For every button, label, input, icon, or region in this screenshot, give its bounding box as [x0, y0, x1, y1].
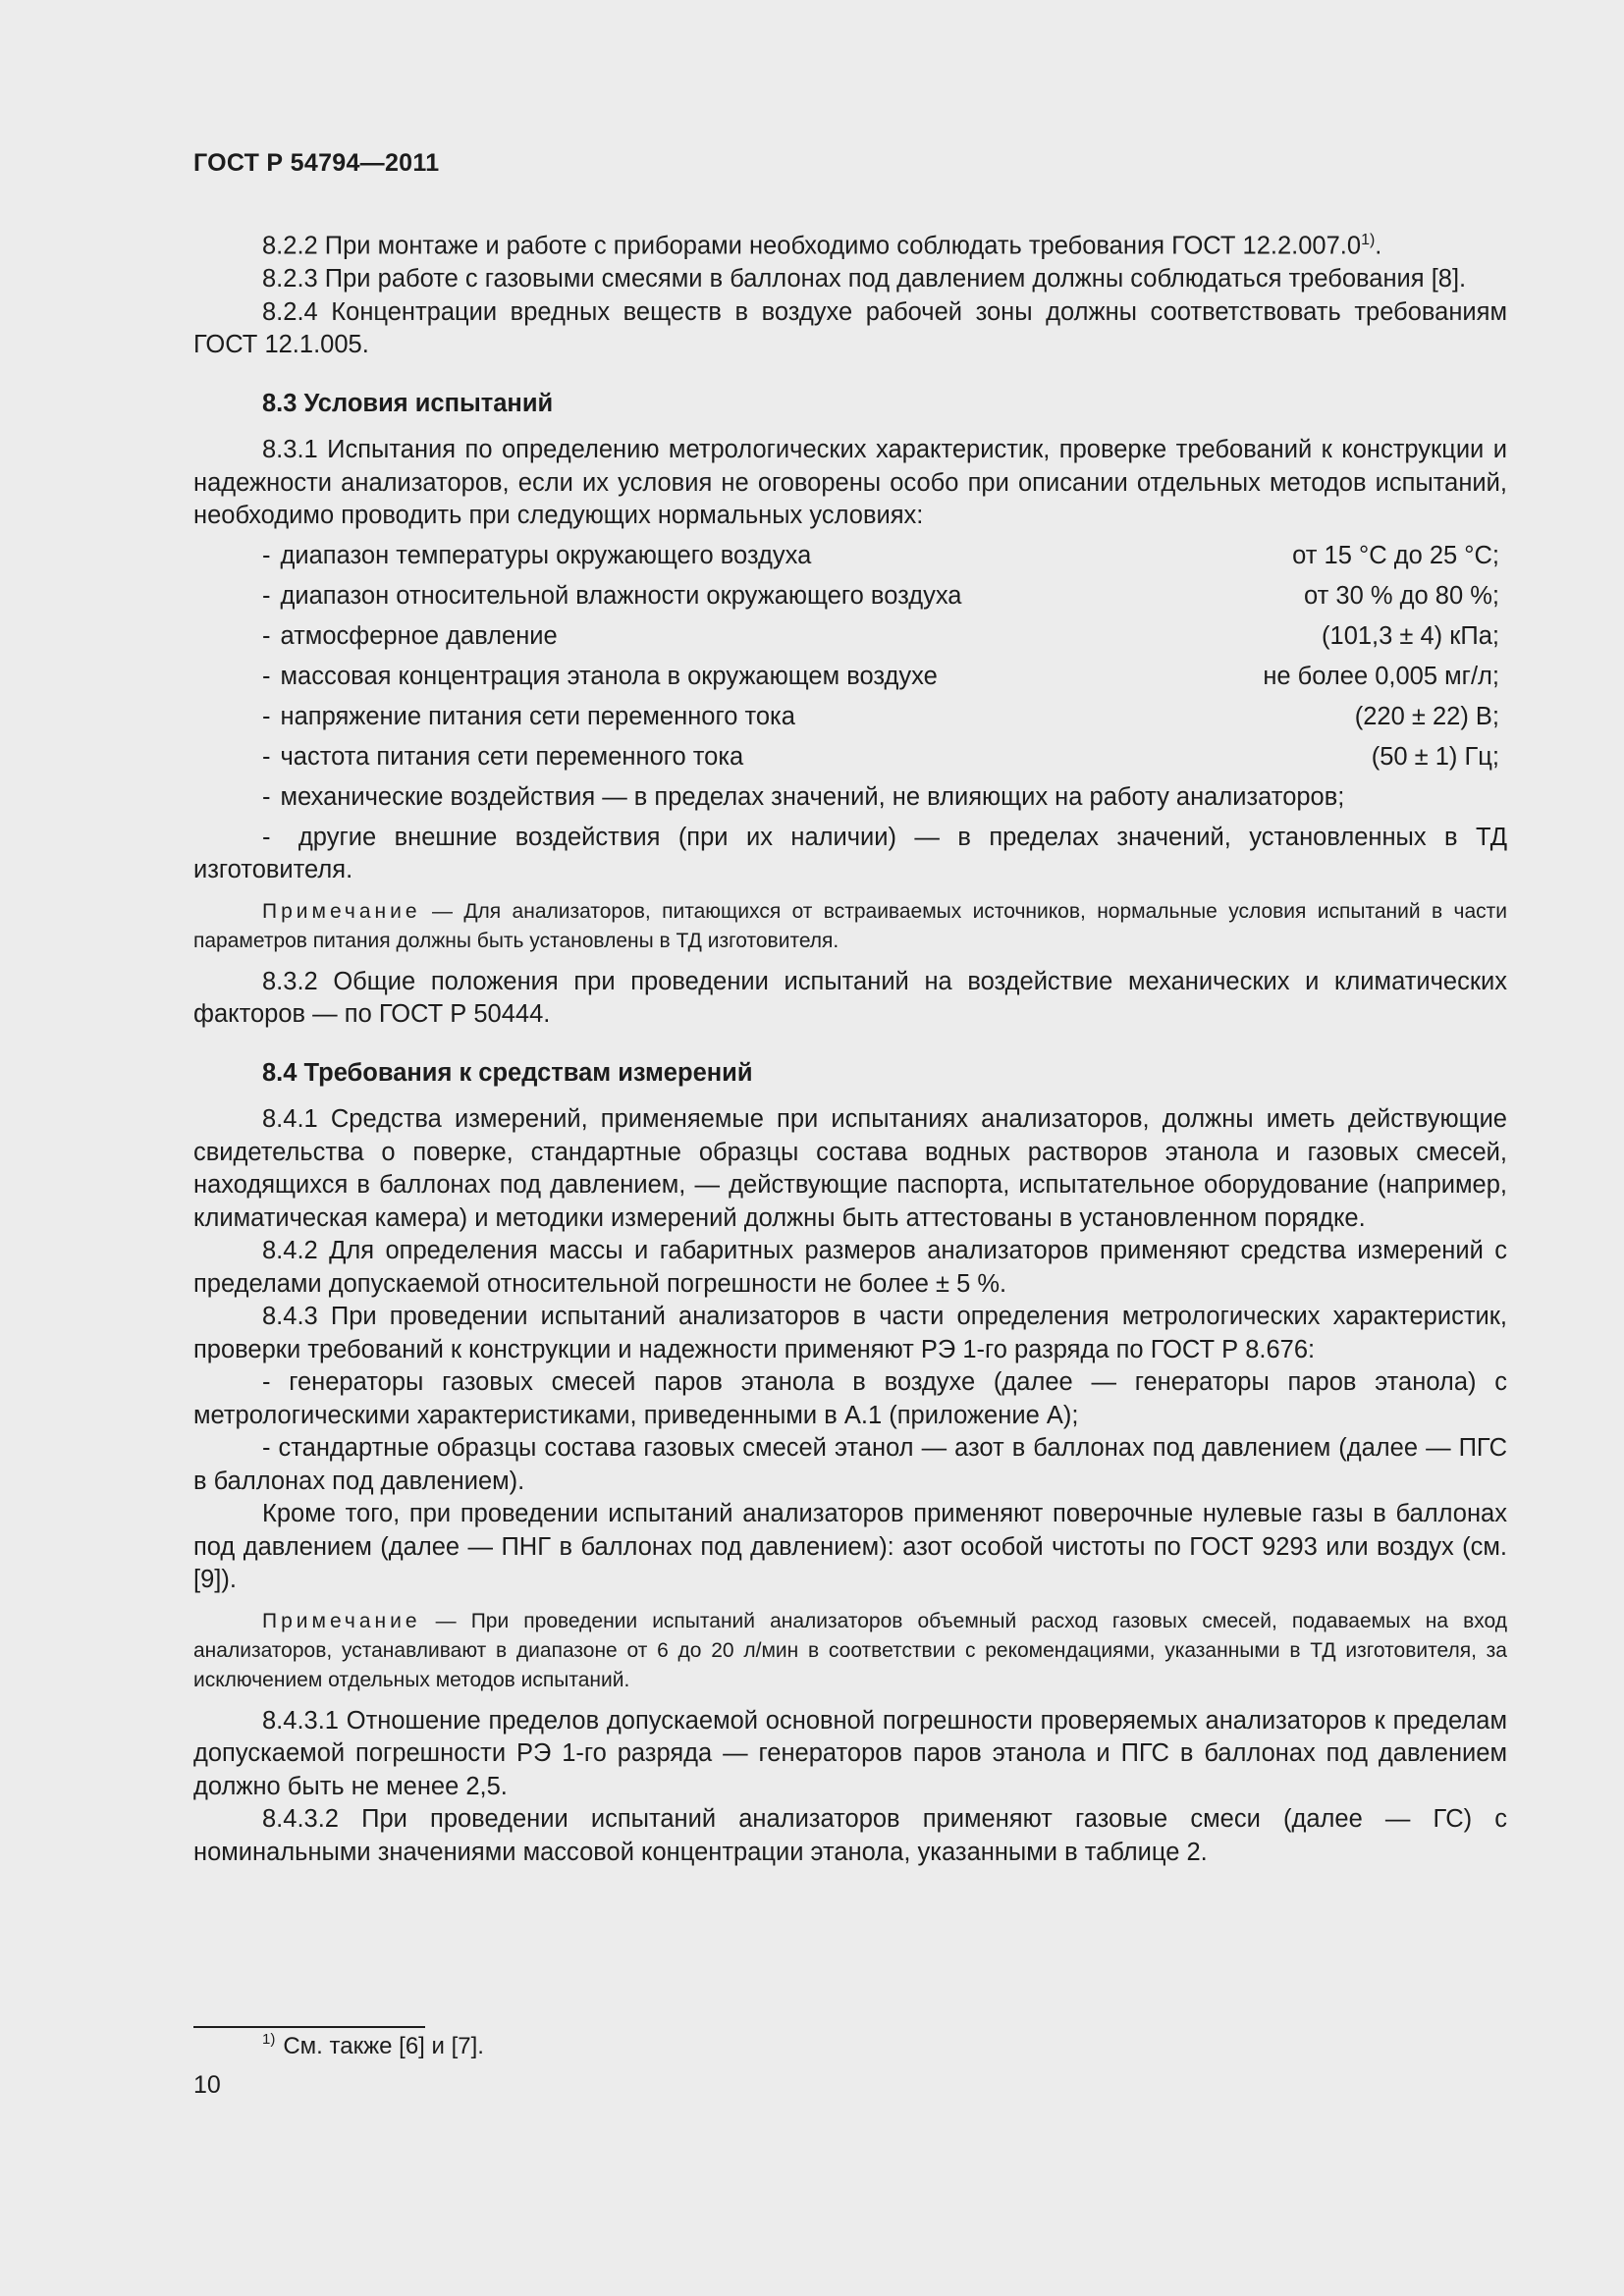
- condition-item: - другие внешние воздействия (при их наличии) — в пределах значений, установленных в ТД изготовителя.: [193, 823, 1507, 883]
- condition-item: - частота питания сети переменного тока (50 ± 1) Гц;: [262, 742, 1499, 771]
- list-item: - генераторы газовых смесей паров этанола в воздухе (далее — генераторы паров этанола) с метрологическими характеристиками, приведенными в А.1 (приложение А);: [193, 1368, 1507, 1429]
- condition-item: - массовая концентрация этанола в окружающем воздухе не более 0,005 мг/л;: [262, 662, 1499, 690]
- note-2: Примечание — При проведении испытаний анализаторов объемный расход газовых смесей, подаваемых на вход анализаторов, устанавливают в диапазоне от 6 до 20 л/мин в соответствии с рекомендациями, указанными в ТД изготовителя, за исключением отдельных методов испытаний.: [193, 1609, 1507, 1691]
- paragraph-8-3-2: 8.3.2 Общие положения при проведении испытаний на воздействие механических и климатических факторов — по ГОСТ Р 50444.: [193, 967, 1507, 1028]
- note-1: Примечание — Для анализаторов, питающихся от встраиваемых источников, нормальные условия испытаний в части параметров питания должны быть установлены в ТД изготовителя.: [193, 899, 1507, 952]
- condition-item: - напряжение питания сети переменного тока (220 ± 22) В;: [262, 702, 1499, 730]
- paragraph-8-3-1: 8.3.1 Испытания по определению метрологических характеристик, проверке требований к конструкции и надежности анализаторов, если их условия не оговорены особо при описании отдельных методов испытаний, необходимо проводить при следующих нормальных условиях:: [193, 436, 1507, 529]
- section-heading-8-3: 8.3 Условия испытаний: [262, 389, 554, 417]
- footnote-ref: 1): [1361, 232, 1376, 248]
- condition-item: - диапазон относительной влажности окружающего воздуха от 30 % до 80 %;: [262, 581, 1499, 610]
- conditions-list: [193, 536, 1507, 887]
- paragraph-8-4-3-2: 8.4.3.2 При проведении испытаний анализаторов применяют газовые смеси (далее — ГС) с номинальными значениями массовой концентрации этанола, указанными в таблице 2.: [193, 1805, 1507, 1866]
- page-number: 10: [193, 2071, 221, 2099]
- paragraph-8-2-4: 8.2.4 Концентрации вредных веществ в воздухе рабочей зоны должны соответствовать требованиям ГОСТ 12.1.005.: [193, 297, 1507, 358]
- condition-item: - диапазон температуры окружающего воздуха от 15 °С до 25 °С;: [262, 541, 1499, 569]
- paragraph-8-4-3-1: 8.4.3.1 Отношение пределов допускаемой основной погрешности проверяемых анализаторов к пределам допускаемой погрешности РЭ 1-го разряда — генераторов паров этанола и ПГС в баллонах под давлением должно быть не менее 2,5.: [193, 1706, 1507, 1800]
- list-item: - стандартные образцы состава газовых смесей этанол — азот в баллонах под давлением (далее — ПГС в баллонах под давлением).: [193, 1434, 1507, 1495]
- paragraph-zero-gases: Кроме того, при проведении испытаний анализаторов применяют поверочные нулевые газы в баллонах под давлением (далее — ПНГ в баллонах под давлением): азот особой чистоты по ГОСТ 9293 или воздух (см.[9]).: [193, 1500, 1507, 1593]
- document-body: [193, 224, 1507, 1869]
- note-label: Примечание: [262, 899, 421, 923]
- paragraph-8-4-2: 8.4.2 Для определения массы и габаритных размеров анализаторов применяют средства измерений с пределами допускаемой относительной погрешности не более ± 5 %.: [193, 1237, 1507, 1298]
- document-header: ГОСТ Р 54794—2011: [193, 149, 440, 177]
- paragraph-8-4-3: 8.4.3 При проведении испытаний анализаторов в части определения метрологических характеристик, проверки требований к конструкции и надежности применяют РЭ 1-го разряда по ГОСТ Р 8.676:: [193, 1303, 1507, 1363]
- condition-item: - механические воздействия — в пределах значений, не влияющих на работу анализаторов;: [262, 782, 1345, 811]
- paragraph-8-2-3: 8.2.3 При работе с газовыми смесями в баллонах под давлением должны соблюдаться требования [8].: [262, 265, 1467, 293]
- section-heading-8-4: 8.4 Требования к средствам измерений: [262, 1058, 753, 1087]
- paragraph-8-4-1: 8.4.1 Средства измерений, применяемые при испытаниях анализаторов, должны иметь действующие свидетельства о поверке, стандартные образцы состава водных растворов этанола и газовых смесей, находящихся в баллонах под давлением, — действующие паспорта, испытательное оборудование (например, климатическая камера) и методики измерений должны быть аттестованы в установленном порядке.: [193, 1105, 1507, 1232]
- note-label: Примечание: [262, 1609, 421, 1632]
- footnote: $^{1)}$ См. также [6] и [7].: [262, 2031, 484, 2059]
- footnote-mark: 1): [262, 2031, 276, 2048]
- footnote-separator: [193, 2026, 425, 2028]
- paragraph-8-2-2: 8.2.2 При монтаже и работе с приборами необходимо соблюдать требования ГОСТ 12.2.007.0$^{1)}$.: [262, 232, 1382, 260]
- condition-item: - атмосферное давление (101,3 ± 4) кПа;: [262, 621, 1499, 650]
